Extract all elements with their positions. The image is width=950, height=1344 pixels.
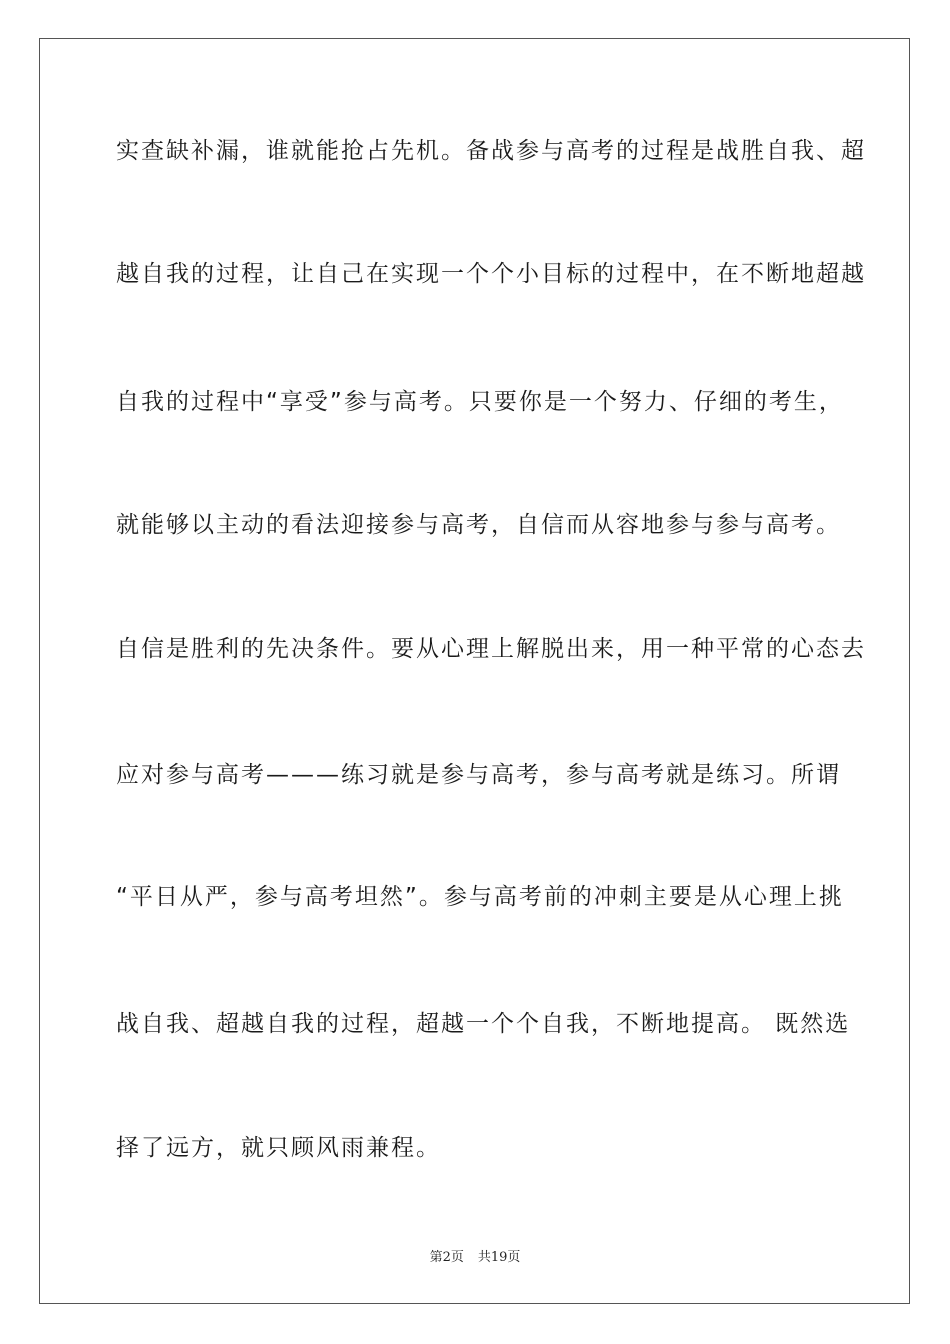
text-line-9: 择了远方，就只顾风雨兼程。 — [116, 1135, 441, 1161]
text-line-6: 应对参与高考———练习就是参与高考，参与高考就是练习。所谓 — [116, 762, 841, 788]
page-footer — [0, 1249, 950, 1267]
text-line-4: 就能够以主动的看法迎接参与高考，自信而从容地参与参与高考。 — [116, 512, 841, 538]
text-line-8: 战自我、超越自我的过程，超越一个个自我，不断地提高。 既然选 — [116, 1011, 851, 1037]
text-line-3: 自我的过程中“享受”参与高考。只要你是一个努力、仔细的考生， — [116, 389, 844, 415]
page-border — [39, 38, 910, 1304]
text-line-1: 实查缺补漏，谁就能抢占先机。备战参与高考的过程是战胜自我、超 — [116, 138, 866, 164]
text-line-2: 越自我的过程，让自己在实现一个个小目标的过程中，在不断地超越 — [116, 261, 866, 287]
page-number: 第2页 — [429, 1250, 464, 1265]
text-line-5: 自信是胜利的先决条件。要从心理上解脱出来，用一种平常的心态去 — [116, 636, 866, 662]
text-line-7: “平日从严，参与高考坦然”。参与高考前的冲刺主要是从心理上挑 — [116, 884, 844, 910]
page-total: 共19页 — [477, 1250, 521, 1265]
